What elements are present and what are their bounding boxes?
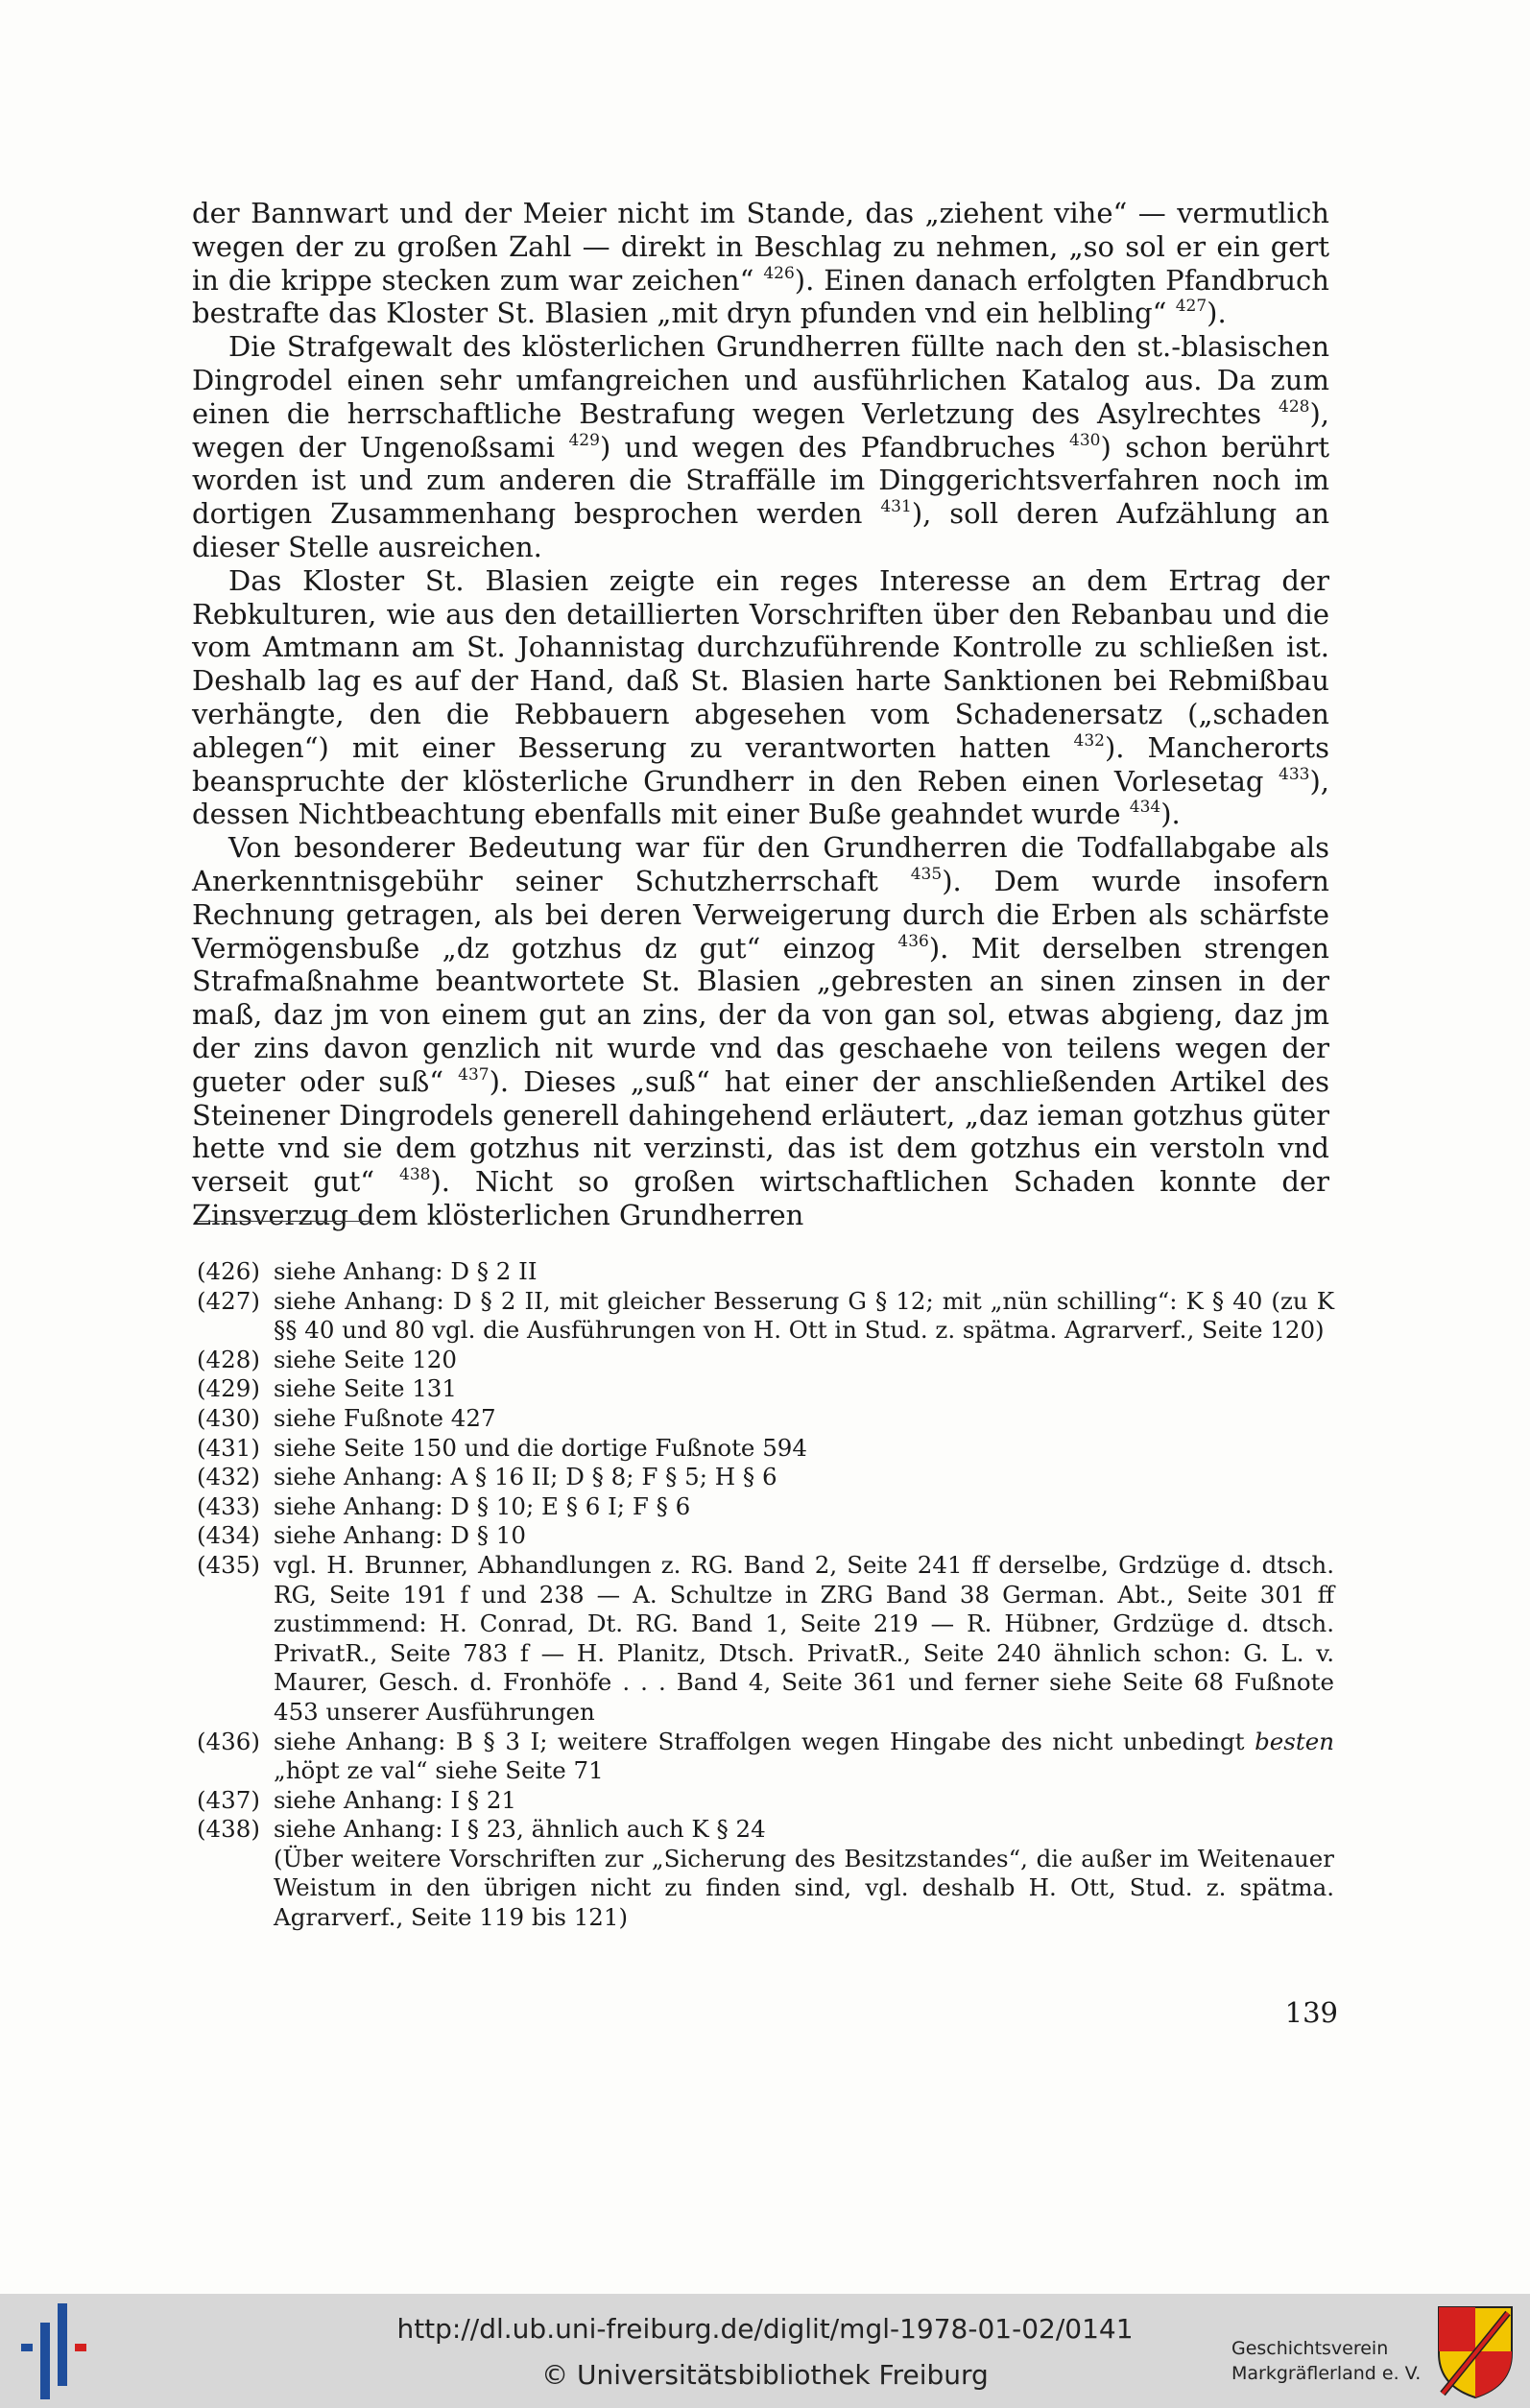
paragraph-1 bbox=[192, 197, 1329, 330]
footnote bbox=[197, 1287, 1334, 1346]
footnote-text-part: siehe Anhang: B § 3 I; weitere Straffolgen wegen Hingabe des nicht unbedingt bbox=[274, 1727, 1255, 1755]
footnote bbox=[197, 1434, 1334, 1464]
footnote-text: siehe Anhang: D § 2 II bbox=[274, 1257, 538, 1285]
footnote-number: (435) bbox=[197, 1550, 260, 1579]
footnote bbox=[197, 1346, 1334, 1375]
paragraph-text: ). Einen danach erfolgten Pfandbruch bestrafte das Kloster St. Blasien „mit dryn pfunden vnd ein helbling“ bbox=[192, 263, 1329, 330]
page-number: 139 bbox=[1284, 1996, 1338, 2029]
footnote bbox=[197, 1728, 1334, 1786]
footnote bbox=[197, 1257, 1334, 1287]
footnote-number: (430) bbox=[197, 1403, 260, 1432]
footnote-ref[interactable]: 427 bbox=[1175, 297, 1207, 317]
paragraph-text: ), dessen Nichtbeachtung ebenfalls mit einer Buße geahndet wurde bbox=[192, 764, 1329, 831]
paragraph-text: ). bbox=[1160, 798, 1181, 831]
paragraph-2 bbox=[192, 330, 1329, 564]
coat-of-arms-icon[interactable] bbox=[1435, 2303, 1516, 2399]
footnote bbox=[197, 1521, 1334, 1551]
paragraph-text: ). Dem wurde insofern Rechnung getragen, als bei deren Verweigerung durch die Erben als schärfste Vermögensbuße „dz gotzhus dz gut“ einzog bbox=[192, 864, 1329, 965]
footnote-text: siehe Fußnote 427 bbox=[274, 1403, 496, 1432]
society-line: Geschichtsverein bbox=[1231, 2338, 1389, 2359]
paragraph-text: ), soll deren Aufzählung an dieser Stelle ausreichen. bbox=[192, 497, 1330, 563]
footnote-ref[interactable]: 426 bbox=[763, 263, 795, 283]
footnote-divider bbox=[197, 1221, 370, 1222]
footnote-ref[interactable]: 434 bbox=[1129, 798, 1161, 818]
footnote-text: siehe Anhang: D § 10 bbox=[274, 1521, 526, 1550]
footnote-number: (426) bbox=[197, 1257, 260, 1285]
footnote-text bbox=[274, 1728, 1334, 1786]
footnote-text: siehe Seite 120 bbox=[274, 1345, 457, 1373]
footnote-ref[interactable]: 438 bbox=[399, 1165, 431, 1185]
society-line: Markgräflerland e. V. bbox=[1231, 2363, 1422, 2384]
paragraph-text: ). Dieses „suß“ hat einer der anschließenden Artikel des Steinener Dingrodels generell dahingehend erläutert, „daz ieman gotzhus güter hette vnd sie dem gotzhus nit verzinsti, das ist dem gotzhus ein verstoln vnd verseit gut“ bbox=[192, 1064, 1330, 1199]
paragraph-text: ) und wegen des Pfandbruches bbox=[599, 430, 1070, 464]
footnote-ref[interactable]: 428 bbox=[1279, 396, 1310, 417]
footnote-text: siehe Anhang: D § 10; E § 6 I; F § 6 bbox=[274, 1491, 691, 1520]
footnote-ref[interactable]: 433 bbox=[1279, 764, 1310, 784]
paragraph-text: ). Mancherorts beanspruchte der klösterliche Grundherr in den Reben einen Vorlesetag bbox=[192, 730, 1329, 798]
footnote-ref[interactable]: 435 bbox=[910, 864, 943, 884]
footnote-text: siehe Seite 131 bbox=[274, 1374, 457, 1403]
footnote-text: siehe Anhang: D § 2 II, mit gleicher Besserung G § 12; mit „nün schilling“: K § 40 (zu K §§ 40 und 80 vgl. die Ausführungen von H. Ott in Stud. z. spätma. Agrarverf., Seite 120) bbox=[274, 1286, 1334, 1345]
footnote bbox=[197, 1492, 1334, 1522]
footnote bbox=[197, 1404, 1334, 1434]
footnote-number: (436) bbox=[197, 1727, 260, 1755]
footnote bbox=[197, 1463, 1334, 1492]
footnote-number: (434) bbox=[197, 1521, 260, 1550]
footnote bbox=[197, 1786, 1334, 1816]
footnote-number: (437) bbox=[197, 1785, 260, 1814]
footnote-text: vgl. H. Brunner, Abhandlungen z. RG. Band 2, Seite 241 ff derselbe, Grdzüge d. dtsch. RG, Seite 191 f und 238 — A. Schultze in ZRG Band 38 German. Abt., Seite 301 ff zustimmend: H. Conrad, Dt. RG. Band 1, Seite 219 — R. Hübner, Grdzüge d. dtsch. PrivatR., Seite 783 f — H. Planitz, Dtsch. PrivatR., Seite 240 ähnlich schon: G. L. v. Maurer, Gesch. d. Fronhöfe . . . Band 4, Seite 361 und ferner siehe Seite 68 Fußnote 453 unserer Ausführungen bbox=[274, 1550, 1334, 1726]
footnotes bbox=[197, 1257, 1334, 1933]
footnote-number: (432) bbox=[197, 1463, 260, 1491]
footnote-ref[interactable]: 437 bbox=[458, 1064, 490, 1085]
paragraph-text: ). bbox=[1207, 297, 1227, 330]
paragraph-3 bbox=[192, 564, 1329, 831]
footnote-number: (433) bbox=[197, 1491, 260, 1520]
footnote-text: siehe Anhang: I § 21 bbox=[274, 1785, 517, 1814]
footnote-number: (429) bbox=[197, 1374, 260, 1403]
society-name bbox=[1231, 2336, 1421, 2386]
footnote bbox=[197, 1815, 1334, 1845]
footnote-ref[interactable]: 432 bbox=[1073, 730, 1105, 751]
page-url-link[interactable]: http://dl.ub.uni-freiburg.de/diglit/mgl-1978-01-02/0141 bbox=[396, 2313, 1134, 2345]
paragraph-text: ), wegen der Ungenoßsami bbox=[192, 396, 1329, 464]
footnote-text-part: „höpt ze val“ siehe Seite 71 bbox=[274, 1756, 604, 1785]
body-text bbox=[192, 197, 1329, 1232]
paragraph-text: Das Kloster St. Blasien zeigte ein reges Interesse an dem Ertrag der Rebkulturen, wie aus den detaillierten Vorschriften über den Rebanbau und die vom Amtmann am St. Johannistag durchzuführende Kontrolle zu schließen ist. Deshalb lag es auf der Hand, daß St. Blasien harte Sanktionen bei Rebmißbau verhängte, den die Rebbauern abgesehen vom Schadenersatz („schaden ablegen“) mit einer Besserung zu verantworten hatten bbox=[192, 563, 1329, 764]
copyright-text: © Universitätsbibliothek Freiburg bbox=[541, 2359, 989, 2391]
paragraph-text: Von besonderer Bedeutung war für den Grundherren die Todfallabgabe als Anerkenntnisgebühr seiner Schutzherrschaft bbox=[192, 831, 1329, 897]
viewer-footer bbox=[0, 2294, 1530, 2408]
footnote-ref[interactable]: 436 bbox=[897, 931, 929, 951]
paragraph-text: ). Nicht so großen wirtschaftlichen Schaden konnte der Zinsverzug dem klösterlichen Grundherren bbox=[192, 1165, 1329, 1231]
footnote-text: siehe Anhang: I § 23, ähnlich auch K § 24 bbox=[274, 1815, 766, 1844]
footnote-number: (431) bbox=[197, 1433, 260, 1462]
paragraph-text: Die Strafgewalt des klösterlichen Grundherren füllte nach den st.-blasischen Dingrodel einen sehr umfangreichen und ausführlichen Katalog aus. Da zum einen die herrschaftliche Bestrafung wegen Verletzung des Asylrechtes bbox=[192, 330, 1329, 430]
paragraph-4 bbox=[192, 831, 1329, 1232]
paragraph-text: der Bannwart und der Meier nicht im Stande, das „ziehent vihe“ — vermutlich wegen der zu großen Zahl — direkt in Beschlag zu nehmen, „so sol er ein gert in die krippe stecken zum war zeichen“ bbox=[192, 197, 1329, 297]
footnote-ref[interactable]: 429 bbox=[568, 430, 600, 450]
footnote-text: siehe Seite 150 und die dortige Fußnote 594 bbox=[274, 1433, 807, 1462]
footnote bbox=[197, 1551, 1334, 1728]
footnote-number: (438) bbox=[197, 1815, 260, 1844]
footnote-number: (427) bbox=[197, 1286, 260, 1315]
footnote-continuation: (Über weitere Vorschriften zur „Sicherung des Besitzstandes“, die außer im Weitenauer Weistum in den übrigen nicht zu finden sind, vgl. deshalb H. Ott, Stud. z. spätma. Agrarverf., Seite 119 bis 121) bbox=[274, 1844, 1334, 1932]
footnote-text: siehe Anhang: A § 16 II; D § 8; F § 5; H § 6 bbox=[274, 1463, 777, 1491]
paragraph-text: ) schon berührt worden ist und zum anderen die Straffälle im Dinggerichtsverfahren noch im dortigen Zusammenhang besprochen werden bbox=[192, 430, 1329, 531]
footnote bbox=[197, 1374, 1334, 1404]
footnote-italic: besten bbox=[1255, 1727, 1334, 1755]
paragraph-text: ). Mit derselben strengen Strafmaßnahme beantwortete St. Blasien „gebresten an sinen zinsen in der maß, daz jm von einem gut an zins, der da von gan sol, etwas abgieng, daz jm der zins davon genzlich nit wurde vnd das geschaehe von teilens wegen der gueter oder suß“ bbox=[192, 931, 1329, 1098]
footnote-ref[interactable]: 430 bbox=[1069, 430, 1101, 450]
footnote-ref[interactable]: 431 bbox=[880, 497, 912, 517]
footnote-number: (428) bbox=[197, 1345, 260, 1373]
